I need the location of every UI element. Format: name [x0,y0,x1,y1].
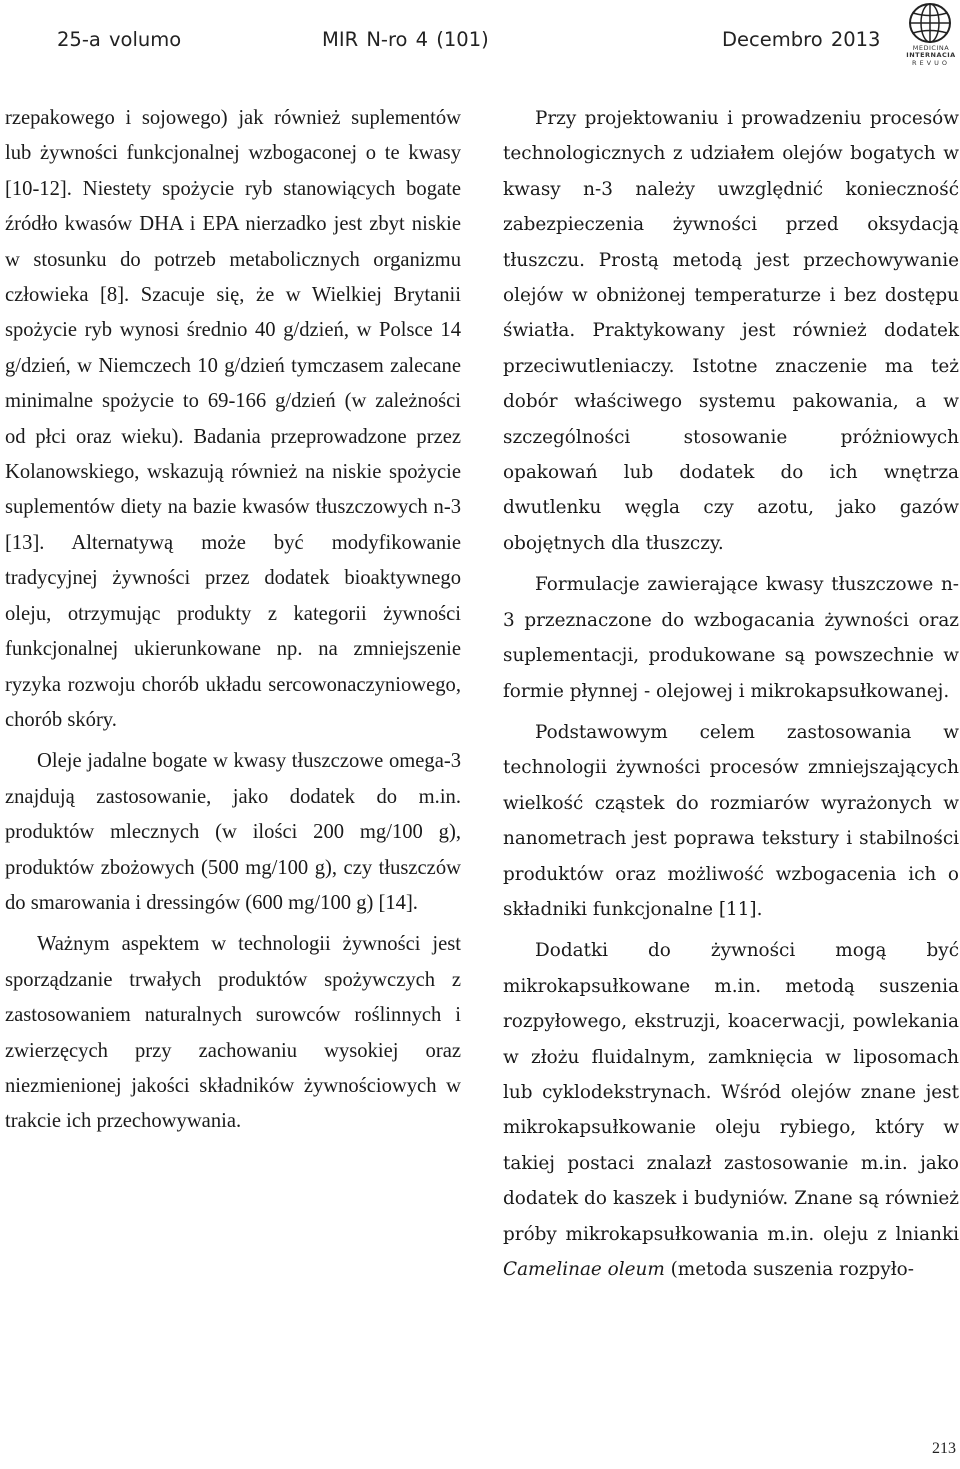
volume-label: 25-a volumo [57,28,182,51]
right-column [503,101,959,1287]
left-paragraph-1: rzepakowego i sojowego) jak również suplementów lub żywności funkcjonalnej wzbogaconej o te kwasy [10-12]. Niestety spożycie ryb stanowiących bogate źródło kwasów DHA i EPA nierzadko jest zbyt niskie w stosunku do potrzeb metabolicznych organizmu człowieka [8]. Szacuje się, że w Wielkiej Brytanii spożycie ryb wynosi średnio 40 g/dzień, w Polsce 14 g/dzień, w Niemczech 10 g/dzień tymczasem zalecane minimalne spożycie to 69-166 g/dzień (w zależności od płci oraz wieku). Badania przeprowadzone przez Kolanowskiego, wskazują również na niskie spożycie suplementów diety na bazie kwasów tłuszczowych n-3 [13]. Alternatywą może być modyfikowanie tradycyjnej żywności przez dodatek bioaktywnego oleju, otrzymując produkty z kategorii żywności funkcjonalnej ukierunkowane np. na zmniejszenie ryzyka rozwoju chorób układu sercowonaczyniowego, chorób skóry. [5,107,461,731]
logo-line-2: INTERNACIA [906,51,956,59]
left-paragraph-2: Oleje jadalne bogate w kwasy tłuszczowe omega-3 znajdują zastosowanie, jako dodatek do m.in. produktów mlecznych (w ilości 200 mg/100 g), produktów zbożowych (500 mg/100 g), czy tłuszczów do smarowania i dressingów (600 mg/100 g) [14]. [5,750,461,914]
page-number: 213 [932,1440,956,1457]
left-paragraph-3: Ważnym aspektem w technologii żywności jest sporządzanie trwałych produktów spożywczych z zastosowaniem naturalnych surowców roślinnych i zwierzęcych przy zachowaniu wysokiej oraz niezmienionej jakości składników żywnościowych w trakcie ich przechowywania. [5,933,461,1133]
journal-logo [903,0,957,76]
right-paragraph-1: Przy projektowaniu i prowadzeniu procesów technologicznych z udziałem olejów bogatych w kwasy n-3 należy uwzględnić konieczność zabezpieczenia żywności przed oksydacją tłuszczu. Prostą metodą jest przechowywanie olejów w obniżonej temperaturze i bez dostępu światła. Praktykowany jest również dodatek przeciwutleniaczy. Istotne znaczenie ma też dobór właściwego systemu pakowania, a w szczególności stosowanie próżniowych opakowań lub dodatek do ich wnętrza dwutlenku węgla czy azotu, jako gazów obojętnych dla tłuszczy. [503,108,959,554]
right-paragraph-4 [503,933,959,1287]
right-paragraph-2: Formulacje zawierające kwasy tłuszczowe n-3 przeznaczone do wzbogacania żywności oraz suplementacji, produkowane są powszechnie w formie płynnej - olejowej i mikrokapsułkowanej. [503,574,959,702]
right-paragraph-3: Podstawowym celem zastosowania w technologii żywności procesów zmniejszających wielkość cząstek do rozmiarów wyrażonych w nanometrach jest poprawa tekstury i stabilności produktów oraz możliwość wzbogacenia ich o składniki funkcjonalne [11]. [503,721,959,920]
right-paragraph-4-start: Dodatki do żywności mogą być mikrokapsułkowane m.in. metodą suszenia rozpyłowego, ekstruzji, koacerwacji, powlekania w złożu fluidalnym, zamknięcia w liposomach lub cyklodekstrynach. Wśród olejów znane jest mikrokapsułkowanie oleju rybiego, który w takiej postaci znalazł zastosowanie m.in. jako dodatek do kaszek i budyniów. Znane są również próby mikrokapsułkowania m.in. oleju z lnianki [503,940,959,1245]
date-label: Decembro 2013 [722,28,881,51]
issue-label: MIR N-ro 4 (101) [322,28,489,51]
logo-line-1: MEDICINA [912,44,950,52]
left-column [5,101,461,1140]
species-name: Camelinae oleum [503,1259,665,1280]
globe-icon [908,2,952,44]
right-paragraph-4-end: (metoda suszenia rozpyło- [664,1259,914,1280]
logo-line-3: REVUO [912,59,950,67]
page-header [0,0,960,84]
